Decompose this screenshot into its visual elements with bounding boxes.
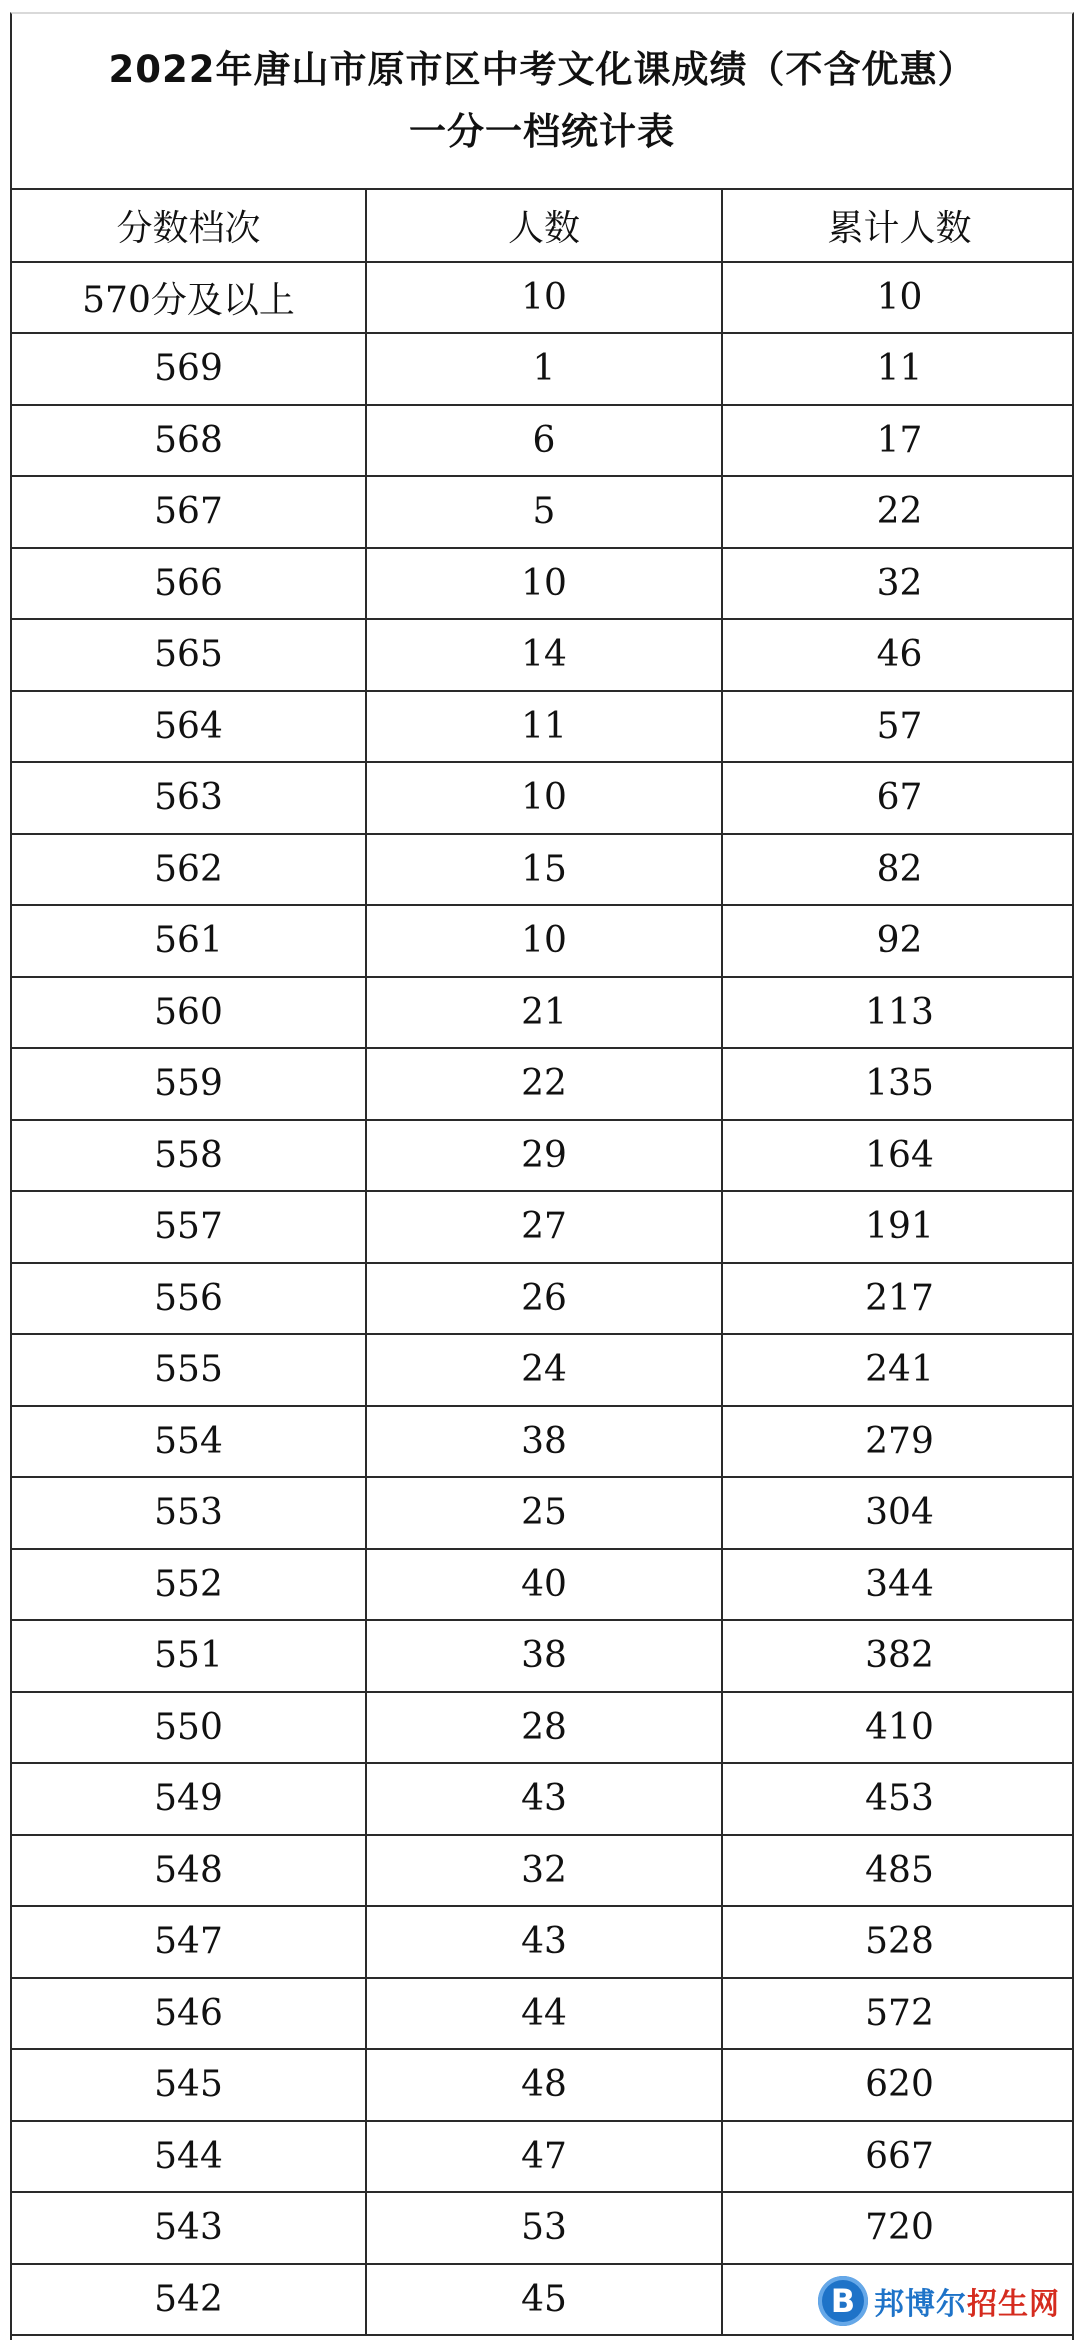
cell-cumulative-count: 667: [722, 2121, 1074, 2193]
table-subtitle: 一分一档统计表: [409, 110, 675, 153]
table-row: [12, 1620, 1074, 1692]
cell-score-band: 557: [12, 1191, 366, 1263]
table-row: [12, 262, 1074, 334]
table-row: [12, 1978, 1074, 2050]
cell-count: 6: [366, 405, 722, 477]
cell-score-band: 548: [12, 1835, 366, 1907]
table-row: [12, 1406, 1074, 1478]
cell-score-band: 551: [12, 1620, 366, 1692]
cell-count: 45: [366, 2264, 722, 2336]
table-row: [12, 2192, 1074, 2264]
cell-cumulative-count: 191: [722, 1191, 1074, 1263]
cell-count: 11: [366, 691, 722, 763]
cell-cumulative-count: 720: [722, 2192, 1074, 2264]
cell-count: 38: [366, 1620, 722, 1692]
cell-score-band: 543: [12, 2192, 366, 2264]
cell-score-band: 544: [12, 2121, 366, 2193]
cell-count: 27: [366, 1191, 722, 1263]
table-row: [12, 405, 1074, 477]
table-row: [12, 1191, 1074, 1263]
header-count: 人数: [366, 190, 722, 262]
cell-count: 38: [366, 1406, 722, 1478]
cell-cumulative-count: 32: [722, 548, 1074, 620]
table-title: 2022年唐山市原市区中考文化课成绩（不含优惠）: [108, 48, 976, 91]
cell-cumulative-count: 92: [722, 905, 1074, 977]
cell-cumulative-count: 620: [722, 2049, 1074, 2121]
header-cumulative-count: 累计人数: [722, 190, 1074, 262]
cell-cumulative-count: 217: [722, 1263, 1074, 1335]
cell-cumulative-count: 67: [722, 762, 1074, 834]
table-row: [12, 1549, 1074, 1621]
table-row: [12, 1048, 1074, 1120]
cell-cumulative-count: 57: [722, 691, 1074, 763]
table-row: [12, 834, 1074, 906]
cell-score-band: 561: [12, 905, 366, 977]
cell-score-band: 554: [12, 1406, 366, 1478]
cell-cumulative-count: 46: [722, 619, 1074, 691]
cell-count: 10: [366, 548, 722, 620]
cell-count: 28: [366, 1692, 722, 1764]
cell-count: 21: [366, 977, 722, 1049]
table-row: [12, 548, 1074, 620]
cell-count: 10: [366, 905, 722, 977]
cell-count: 14: [366, 619, 722, 691]
cell-count: 43: [366, 1763, 722, 1835]
cell-cumulative-count: 10: [722, 262, 1074, 334]
score-distribution-table: [12, 190, 1074, 2336]
cell-score-band: 547: [12, 1906, 366, 1978]
cell-count: 24: [366, 1334, 722, 1406]
table-row: [12, 619, 1074, 691]
cell-cumulative-count: 344: [722, 1549, 1074, 1621]
cell-count: 26: [366, 1263, 722, 1335]
cell-count: 32: [366, 1835, 722, 1907]
cell-score-band: 568: [12, 405, 366, 477]
table-row: [12, 1334, 1074, 1406]
cell-score-band: 563: [12, 762, 366, 834]
cell-score-band: 559: [12, 1048, 366, 1120]
score-table-sheet: [10, 12, 1074, 2340]
cell-cumulative-count: 528: [722, 1906, 1074, 1978]
cell-count: 5: [366, 476, 722, 548]
site-watermark: [810, 2272, 1068, 2330]
cell-score-band: 562: [12, 834, 366, 906]
cell-cumulative-count: 113: [722, 977, 1074, 1049]
table-row: [12, 1477, 1074, 1549]
cell-cumulative-count: 11: [722, 333, 1074, 405]
cell-cumulative-count: 164: [722, 1120, 1074, 1192]
cell-cumulative-count: 82: [722, 834, 1074, 906]
cell-score-band: 564: [12, 691, 366, 763]
cell-score-band: 550: [12, 1692, 366, 1764]
cell-score-band: 549: [12, 1763, 366, 1835]
cell-cumulative-count: 17: [722, 405, 1074, 477]
table-row: [12, 1263, 1074, 1335]
table-row: [12, 977, 1074, 1049]
cell-count: 1: [366, 333, 722, 405]
table-row: [12, 476, 1074, 548]
table-body: [12, 262, 1074, 2336]
cell-count: 15: [366, 834, 722, 906]
table-row: [12, 333, 1074, 405]
cell-score-band: 570分及以上: [12, 262, 366, 334]
cell-score-band: 546: [12, 1978, 366, 2050]
cell-cumulative-count: 279: [722, 1406, 1074, 1478]
cell-count: 10: [366, 762, 722, 834]
cell-score-band: 566: [12, 548, 366, 620]
cell-score-band: 560: [12, 977, 366, 1049]
cell-count: 44: [366, 1978, 722, 2050]
cell-cumulative-count: 410: [722, 1692, 1074, 1764]
cell-score-band: 552: [12, 1549, 366, 1621]
cell-cumulative-count: 135: [722, 1048, 1074, 1120]
cell-cumulative-count: 382: [722, 1620, 1074, 1692]
cell-score-band: 565: [12, 619, 366, 691]
table-row: [12, 905, 1074, 977]
cell-cumulative-count: 572: [722, 1978, 1074, 2050]
header-score-band: 分数档次: [12, 190, 366, 262]
cell-score-band: 569: [12, 333, 366, 405]
site-logo-icon: B: [818, 2276, 868, 2326]
table-row: [12, 1692, 1074, 1764]
cell-score-band: 558: [12, 1120, 366, 1192]
cell-score-band: 567: [12, 476, 366, 548]
title-block: [12, 14, 1072, 190]
table-row: [12, 2121, 1074, 2193]
table-row: [12, 2049, 1074, 2121]
cell-count: 47: [366, 2121, 722, 2193]
table-row: [12, 1835, 1074, 1907]
table-row: [12, 1763, 1074, 1835]
cell-count: 53: [366, 2192, 722, 2264]
cell-cumulative-count: 453: [722, 1763, 1074, 1835]
table-row: [12, 691, 1074, 763]
site-name: [874, 2279, 1060, 2323]
cell-count: 40: [366, 1549, 722, 1621]
cell-score-band: 555: [12, 1334, 366, 1406]
cell-count: 43: [366, 1906, 722, 1978]
table-row: [12, 1906, 1074, 1978]
table-row: [12, 1120, 1074, 1192]
cell-count: 25: [366, 1477, 722, 1549]
cell-count: 29: [366, 1120, 722, 1192]
table-row: [12, 762, 1074, 834]
cell-cumulative-count: 304: [722, 1477, 1074, 1549]
cell-count: 48: [366, 2049, 722, 2121]
cell-score-band: 556: [12, 1263, 366, 1335]
cell-score-band: 545: [12, 2049, 366, 2121]
site-name-part2: 招生网: [967, 2287, 1060, 2322]
cell-score-band: 553: [12, 1477, 366, 1549]
cell-cumulative-count: 241: [722, 1334, 1074, 1406]
cell-score-band: 542: [12, 2264, 366, 2336]
cell-count: 22: [366, 1048, 722, 1120]
table-header-row: [12, 190, 1074, 262]
cell-count: 10: [366, 262, 722, 334]
cell-cumulative-count: 22: [722, 476, 1074, 548]
site-name-part1: 邦博尔: [874, 2287, 967, 2322]
cell-cumulative-count: 485: [722, 1835, 1074, 1907]
